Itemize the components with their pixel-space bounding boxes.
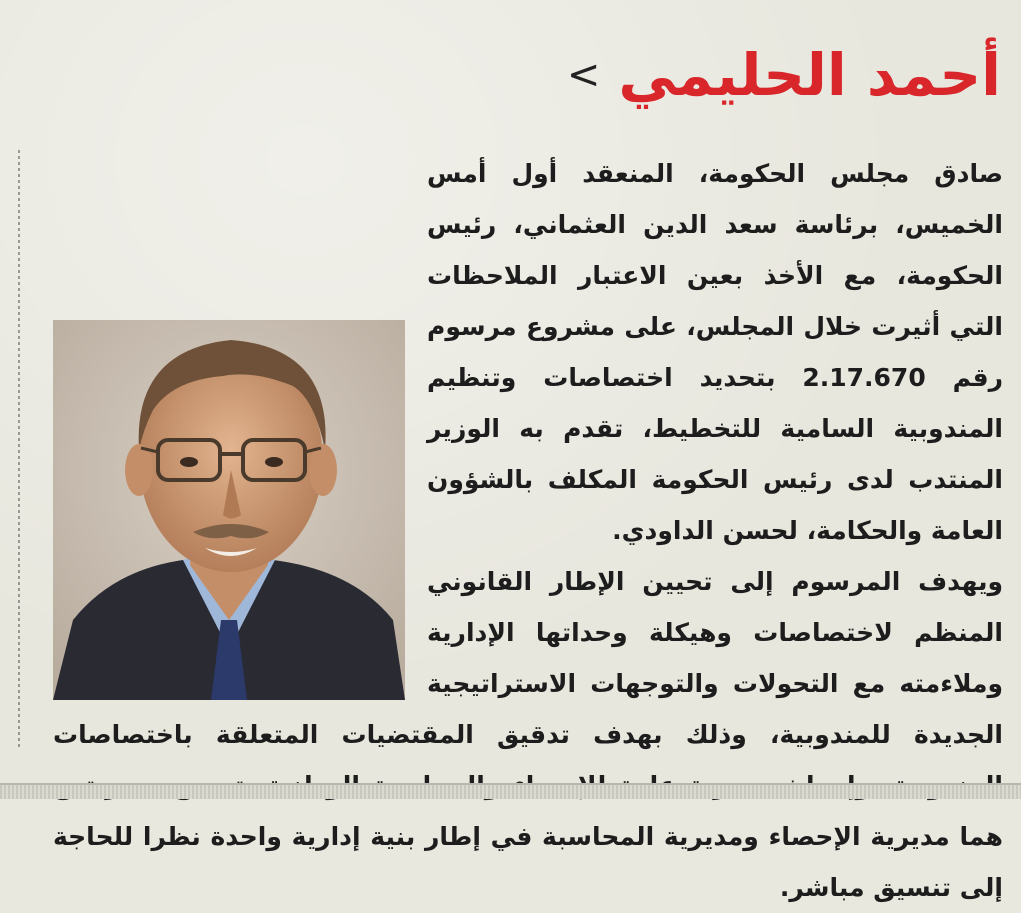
article-header <box>567 30 1001 120</box>
paragraph-1: صادق مجلس الحكومة، المنعقد أول أمس الخميس، برئاسة سعد الدين العثماني، رئيس الحكومة، مع الأخذ بعين الاعتبار الملاحظات التي أثيرت خلال المجلس، على مشروع مرسوم رقم 2.17.670 بتحديد اختصاصات وتنظيم المندوبية السامية للتخطيط، تقدم به الوزير المنتدب لدى رئيس الحكومة المكلف بالشؤون العامة والحكامة، لحسن الداودي. <box>427 159 1003 545</box>
bottom-border <box>0 783 1021 799</box>
author-photo <box>53 320 405 700</box>
paragraph-2: ويهدف المرسوم إلى تحيين الإطار القانوني المنظم لاختصاصات وهيكلة وحداتها الإدارية وملاءمته مع التحولات والتوجهات الاستراتيجية الجديدة للمندوبية، وذلك بهدف تدقيق المقتضيات المتعلقة باختصاصات هما مديرية الإحصاء ومديرية المحاسبة في إطار بنية إدارية واحدة نظرا للحاجة إلى تنسيق مباشر. <box>53 567 1003 902</box>
column-divider <box>18 150 20 750</box>
chevron-left-icon: < <box>566 52 601 98</box>
author-name: أحمد الحليمي <box>618 41 1001 109</box>
